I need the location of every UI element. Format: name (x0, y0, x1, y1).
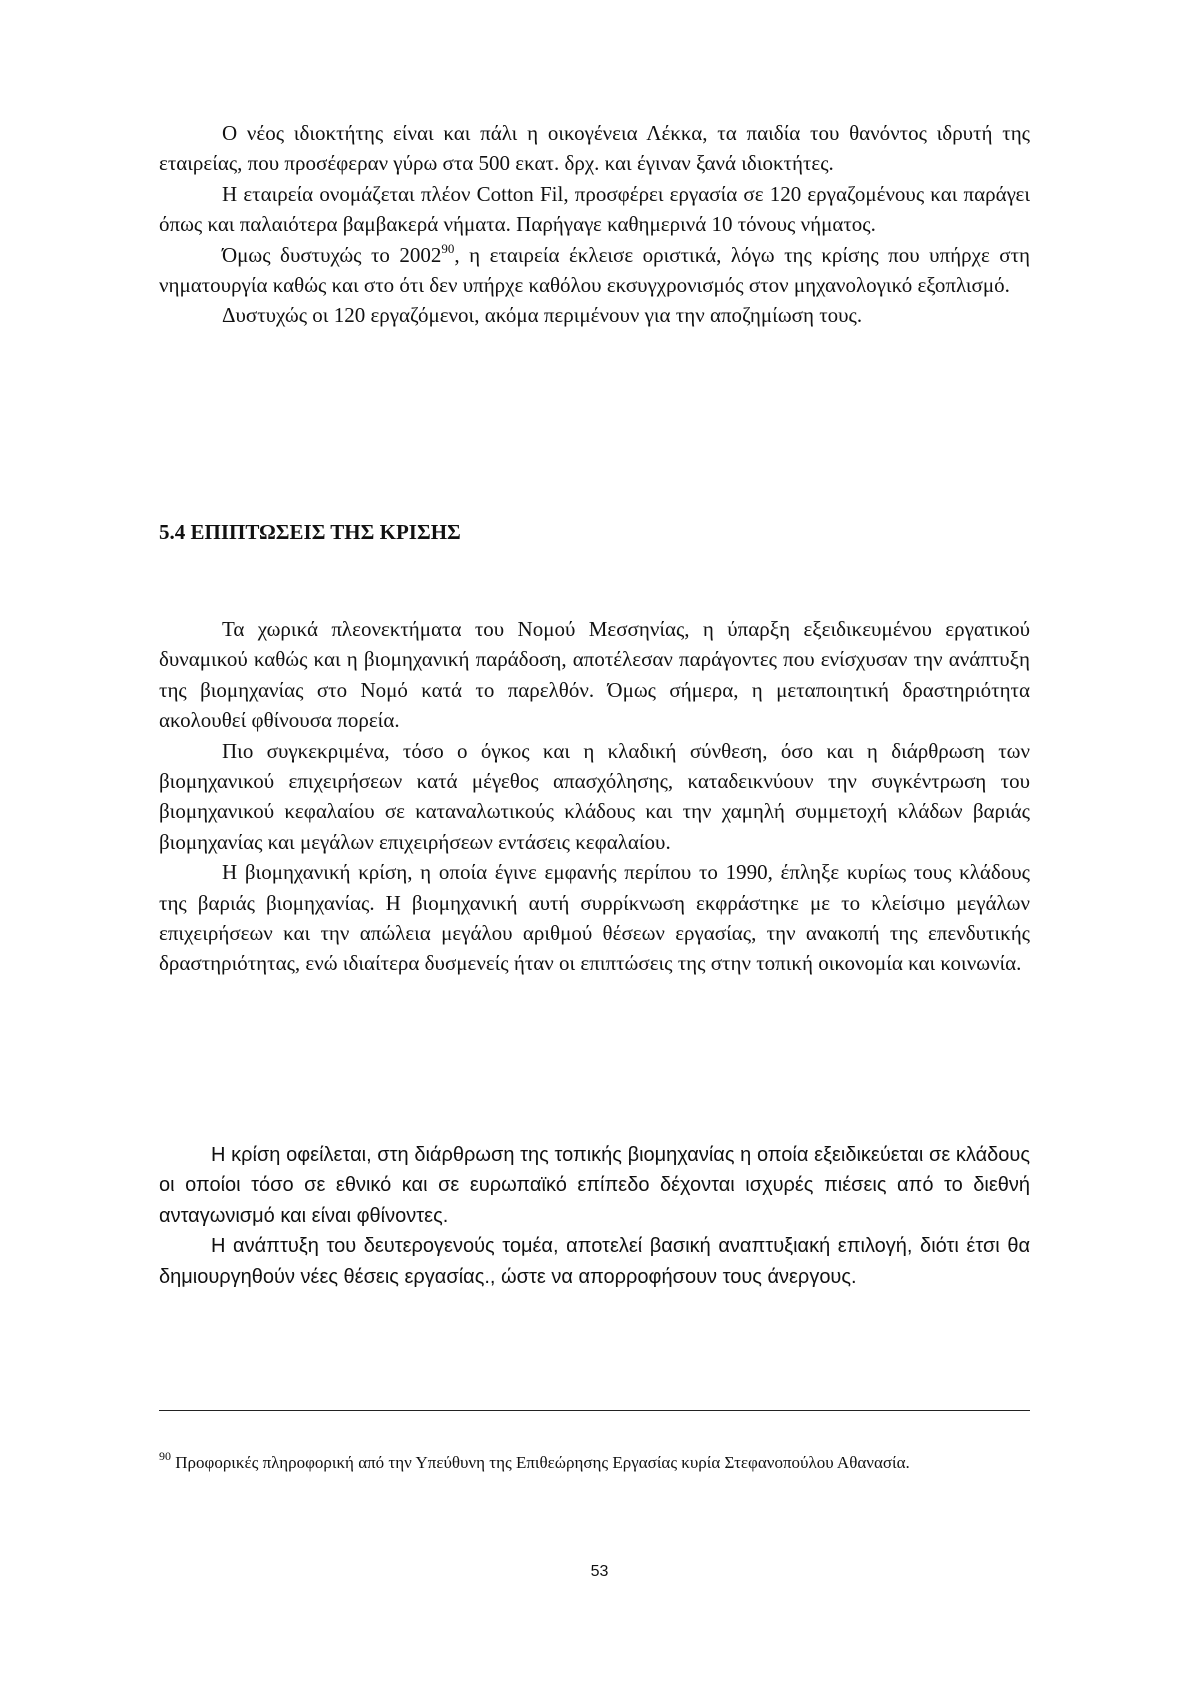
section-crisis-effects (159, 614, 1030, 979)
footnote-reference: 90 (441, 240, 455, 256)
closure-text-start: Όμως δυστυχώς το 2002 (222, 242, 442, 267)
section-cotton-fil (159, 118, 1030, 331)
paragraph-crisis-cause: Η κρίση οφείλεται, στη διάρθρωση της τοπικής βιομηχανίας η οποία εξειδικεύεται σε κλάδους οι οποίοι τόσο σε εθνικό και σε ευρωπαϊκό επίπεδο δέχονται ισχυρές πιέσεις από το διεθνή ανταγωνισμό και είναι φθίνοντες. (159, 1144, 1030, 1227)
footnote (159, 1448, 1030, 1477)
page-number: 53 (590, 1563, 609, 1580)
section-heading: 5.4 ΕΠΙΠΤΩΣΕΙΣ ΤΗΣ ΚΡΙΣΗΣ (159, 520, 461, 544)
footnote-number: 90 (159, 1449, 171, 1463)
paragraph-industrial-structure: Πιο συγκεκριμένα, τόσο ο όγκος και η κλαδική σύνθεση, όσο και η διάρθρωση των βιομηχανικού επιχειρήσεων κατά μέγεθος απασχόλησης, καταδεικνύουν την συγκέντρωση του βιομηχανικού κεφαλαίου σε καταναλωτικούς κλάδους και την χαμηλή συμμετοχή κλάδων βαριάς βιομηχανίας και μεγάλων επιχειρήσεων εντάσεις κεφαλαίου. (159, 738, 1030, 854)
paragraph-spatial-advantages: Τα χωρικά πλεονεκτήματα του Νομού Μεσσηνίας, η ύπαρξη εξειδικευμένου εργατικού δυναμικού καθώς και η βιομηχανική παράδοση, αποτέλεσαν παράγοντες που ενίσχυσαν την ανάπτυξη της βιομηχανίας στο Νομό κατά το παρελθόν. Όμως σήμερα, η μεταποιητική δραστηριότητα ακολουθεί φθίνουσα πορεία. (159, 617, 1030, 733)
footnote-text: Προφορικές πληροφορική από την Υπεύθυνη της Επιθεώρησης Εργασίας κυρία Στεφανοπούλου Αθανασία. (171, 1453, 910, 1472)
paragraph-compensation: Δυστυχώς οι 120 εργαζόμενοι, ακόμα περιμένουν για την αποζημίωση τους. (222, 303, 863, 328)
paragraph-closure (159, 240, 1030, 301)
paragraph-secondary-sector: Η ανάπτυξη του δευτερογενούς τομέα, αποτελεί βασική αναπτυξιακή επιλογή, διότι έτσι θα δημιουργηθούν νέες θέσεις εργασίας., ώστε να απορροφήσουν τους άνεργους. (159, 1235, 1030, 1288)
closure-text-end: , η εταιρεία έκλεισε οριστικά, λόγω της κρίσης που υπήρχε στη νηματουργία καθώς και στο ότι δεν υπήρχε καθόλου εκσυγχρονισμός στον μηχανολογικό εξοπλισμό. (159, 242, 1030, 298)
footnote-divider (159, 1410, 1030, 1411)
section-crisis-cause (159, 1140, 1030, 1292)
paragraph-industrial-crisis: Η βιομηχανική κρίση, η οποία έγινε εμφανής περίπου το 1990, έπληξε κυρίως τους κλάδους της βαριάς βιομηχανίας. Η βιομηχανική αυτή συρρίκνωση εκφράστηκε με το κλείσιμο μεγάλων επιχειρήσεων και την απώλεια μεγάλου αριθμού θέσεων εργασίας, την ανακοπή της επενδυτικής δραστηριότητας, ενώ ιδιαίτερα δυσμενείς ήταν οι επιπτώσεις της στην τοπική οικονομία και κοινωνία. (159, 860, 1030, 976)
paragraph-new-owner: Ο νέος ιδιοκτήτης είναι και πάλι η οικογένεια Λέκκα, τα παιδία του θανόντος ιδρυτή της εταιρείας, που προσέφεραν γύρω στα 500 εκατ. δρχ. και έγιναν ξανά ιδιοκτήτες. (159, 121, 1030, 176)
paragraph-cotton-fil: Η εταιρεία ονομάζεται πλέον Cotton Fil, προσφέρει εργασία σε 120 εργαζομένους και παράγει όπως και παλαιότερα βαμβακερά νήματα. Παρήγαγε καθημερινά 10 τόνους νήματος. (159, 181, 1030, 237)
